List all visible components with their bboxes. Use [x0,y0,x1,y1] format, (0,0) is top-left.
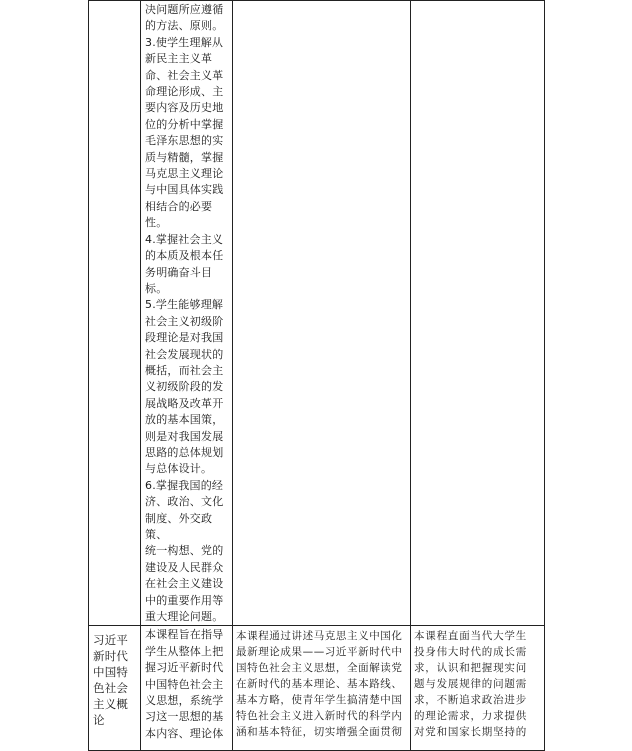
table-row [89,1,545,626]
objectives-cell [141,626,233,751]
course-name [89,1,140,7]
course-support [411,1,544,3]
objectives-cell [141,1,233,626]
table-row [89,626,545,751]
course-name: 习近平 新时代 中国特 色社会 主义概 论 [93,633,129,728]
course-name-cell [89,1,141,626]
course-content: 本课程通过讲述马克思主义中国化 最新理论成果——习近平新时代中 国特色社会主义思想，全面解读党 在新时代的基本理论、基本路线、 基本方略，使青年学生搞清楚中国 特色社会主义进入新时代的科学内 涵和基本特征，切实增强全面贯彻 [236,630,403,739]
course-objectives: 本课程旨在指导 学生从整体上把 握习近平新时代 中国特色社会主 义思想，系统学 习这一思想的基 本内容、理论体 [145,628,224,740]
content-cell [233,626,411,751]
content-cell [233,1,411,626]
course-support: 本课程直面当代大学生 投身伟大时代的成长需 求，认识和把握现实问 题与发展规律的问题需 求，不断追求政治进步 的理论需求，力求提供 对党和国家长期坚持的 [414,630,527,739]
course-name-cell [89,626,141,751]
course-content [233,1,410,3]
support-cell [411,1,545,626]
course-table [88,0,545,751]
course-objectives: 决问题所应遵循 的方法、原则。 3.使学生理解从 新民主主义革 命、社会主义革 命理论形成、主 要内容及历史地 位的分析中掌握 毛泽东思想的实 质与精髓，掌握 马克思主义理论 与中国具体实践 相结合的必要 性。 4.掌握社会主义 的本质及根本任 务明确奋斗目 标。 5.学生能够理解 社会主义初级阶 段理论是对我国 社会发展现状的 概括，而社会主 义初级阶段的发 展战略及改革开 放的基本国策， 则是对我国发展 思路的总体规划 与总体设计。 6.掌握我国的经 济、政治、文化 制度、外交政策、 统一构想、党的 建设及人民群众 在社会主义建设 中的重要作用等 重大理论问题。 [145,3,224,624]
support-cell [411,626,545,751]
